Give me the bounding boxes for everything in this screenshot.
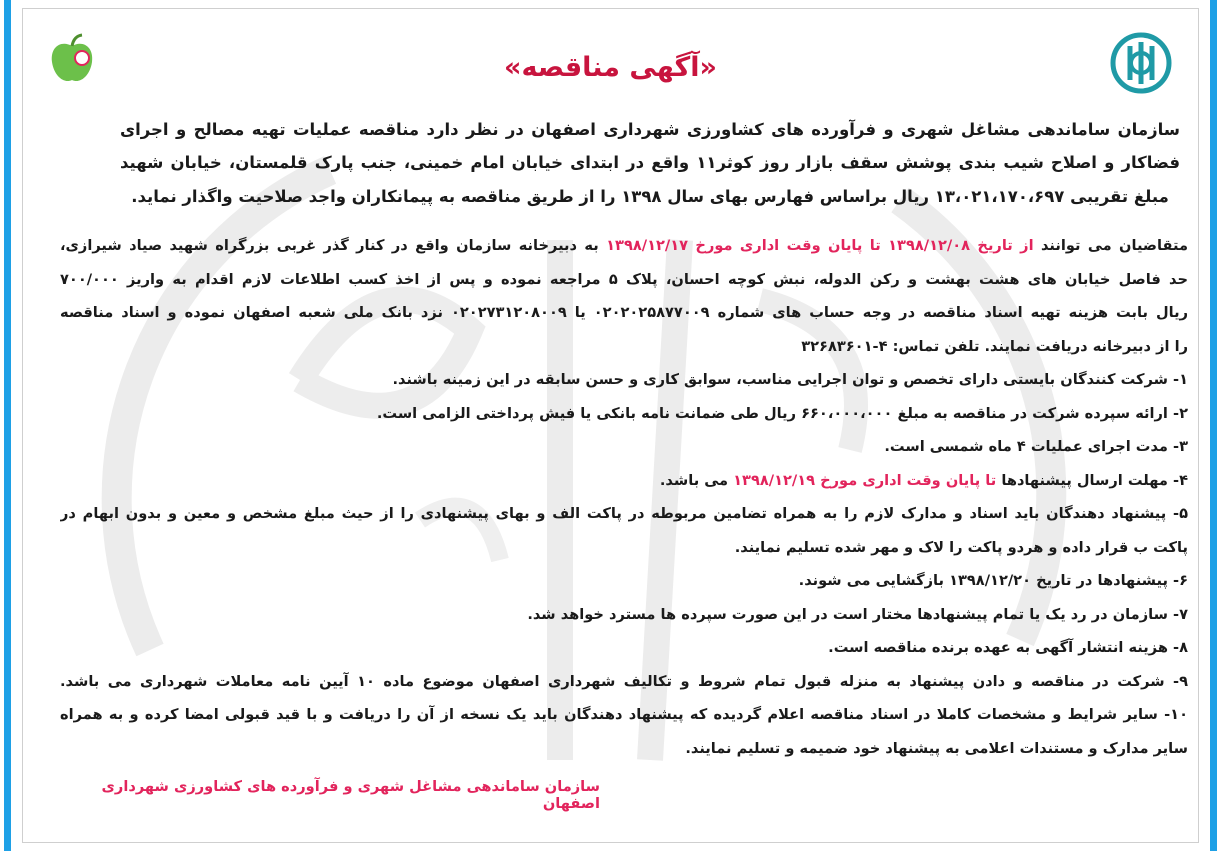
body-line bbox=[60, 233, 1188, 259]
body-line bbox=[60, 736, 1188, 762]
body-line bbox=[60, 468, 1188, 494]
body-text: حد فاصل خیابان های هشت بهشت و رکن الدوله، نبش کوچه احسان، پلاک ۵ مراجعه نموده و پس از اخذ کسب اطلاعات لازم اقدام به واریز ۷۰۰/۰۰۰ bbox=[60, 270, 1188, 288]
body-text: ۲- ارائه سپرده شرکت در مناقصه به مبلغ ۶۶۰،۰۰۰،۰۰۰ ریال طی ضمانت نامه بانکی یا فیش پرداختی الزامی است. bbox=[376, 404, 1188, 422]
page-title: «آگهی مناقصه» bbox=[504, 52, 717, 83]
body-line bbox=[60, 267, 1188, 293]
body-text: ۱- شرکت کنندگان بایستی دارای تخصص و توان اجرایی مناسب، سوابق کاری و حسن سابقه در این زمینه باشند. bbox=[392, 371, 1188, 388]
intro-line: فضاکار و اصلاح شیب بندی پوشش سقف بازار روز کوثر۱۱ واقع در ابتدای خیابان امام خمینی، جنب پارک قلمستان، خیابان شهید bbox=[120, 153, 1180, 172]
body-line bbox=[60, 334, 1188, 360]
body-text: سایر مدارک و مستندات اعلامی به پیشنهاد خود ضمیمه و تسلیم نمایند. bbox=[685, 739, 1188, 757]
body-line bbox=[60, 367, 1188, 393]
body-text: ۶- پیشنهادها در تاریخ ۱۳۹۸/۱۲/۲۰ بازگشایی می شوند. bbox=[798, 572, 1188, 589]
body-text: ۹- شرکت در مناقصه و دادن پیشنهاد به منزله قبول تمام شروط و تکالیف شهرداری اصفهان موضوع ماده ۱۰ آیین نامه معاملات شهرداری می باشد. bbox=[60, 672, 1188, 690]
body-line bbox=[60, 602, 1188, 628]
body-text: به دبیرخانه سازمان واقع در کنار گذر غربی بزرگراه شهید صیاد شیرازی، bbox=[60, 237, 607, 254]
intro-line: سازمان ساماندهی مشاغل شهری و فرآورده های کشاورزی شهرداری اصفهان در نظر دارد مناقصه عملیات تهیه مصالح و اجرای bbox=[120, 120, 1180, 139]
body-line bbox=[60, 434, 1188, 460]
intro-line: مبلغ تقریبی ۱۳،۰۲۱،۱۷۰،۶۹۷ ریال براساس فهارس بهای سال ۱۳۹۸ را از طریق مناقصه به پیمانکاران واجد صلاحیت واگذار نماید. bbox=[131, 187, 1169, 206]
highlighted-text: از تاریخ ۱۳۹۸/۱۲/۰۸ تا پایان وقت اداری مورخ ۱۳۹۸/۱۲/۱۷ bbox=[606, 237, 1034, 254]
issuer-signature: سازمان ساماندهی مشاغل شهری و فرآورده های کشاورزی شهرداری اصفهان bbox=[101, 778, 600, 812]
body-text: ۵- پیشنهاد دهندگان باید اسناد و مدارک لازم را به همراه تضامین مربوطه در پاکت الف و بهای پیشنهادی را از حیث مبلغ مشخص و معین و بدون ابهام در bbox=[60, 505, 1188, 522]
body-text: متقاضیان می توانند bbox=[1033, 237, 1188, 254]
body-text: را از دبیرخانه دریافت نمایند. تلفن تماس: ۴-۳۲۶۸۳۶۰۱ bbox=[801, 337, 1188, 355]
body-line bbox=[60, 501, 1188, 527]
body-line bbox=[60, 669, 1188, 695]
body-line bbox=[60, 535, 1188, 561]
body-line bbox=[60, 300, 1188, 326]
body-text: پاکت ب قرار داده و هردو پاکت را لاک و مهر شده تسلیم نمایند. bbox=[734, 538, 1188, 556]
body-text: ۱۰- سایر شرایط و مشخصات کاملا در اسناد مناقصه اعلام گردیده که پیشنهاد دهندگان باید یک نسخه از آن را دریافت و با قید قبولی امضا کرده و به همراه bbox=[60, 706, 1188, 723]
highlighted-text: تا پایان وقت اداری مورخ ۱۳۹۸/۱۲/۱۹ bbox=[733, 471, 997, 489]
body-text: ۴- مهلت ارسال پیشنهادها bbox=[996, 471, 1188, 489]
body-text: ۷- سازمان در رد یک یا تمام پیشنهادها مختار است در این صورت سپرده ها مسترد خواهد شد. bbox=[527, 605, 1188, 623]
body-text: ۸- هزینه انتشار آگهی به عهده برنده مناقصه است. bbox=[828, 639, 1188, 656]
body-line bbox=[60, 568, 1188, 594]
body-text: ۳- مدت اجرای عملیات ۴ ماه شمسی است. bbox=[884, 438, 1188, 455]
body-line bbox=[60, 702, 1188, 728]
body-text: ریال بابت هزینه تهیه اسناد مناقصه در وجه حساب های شماره ۰۲۰۲۰۲۵۸۷۷۰۰۹ یا ۰۲۰۲۷۳۱۲۰۸۰۰۹ نزد بانک ملی شعبه اصفهان نموده و اسناد مناقصه bbox=[60, 304, 1188, 321]
body-line bbox=[60, 635, 1188, 661]
body-line bbox=[60, 401, 1188, 427]
body-text: می باشد. bbox=[659, 471, 734, 489]
